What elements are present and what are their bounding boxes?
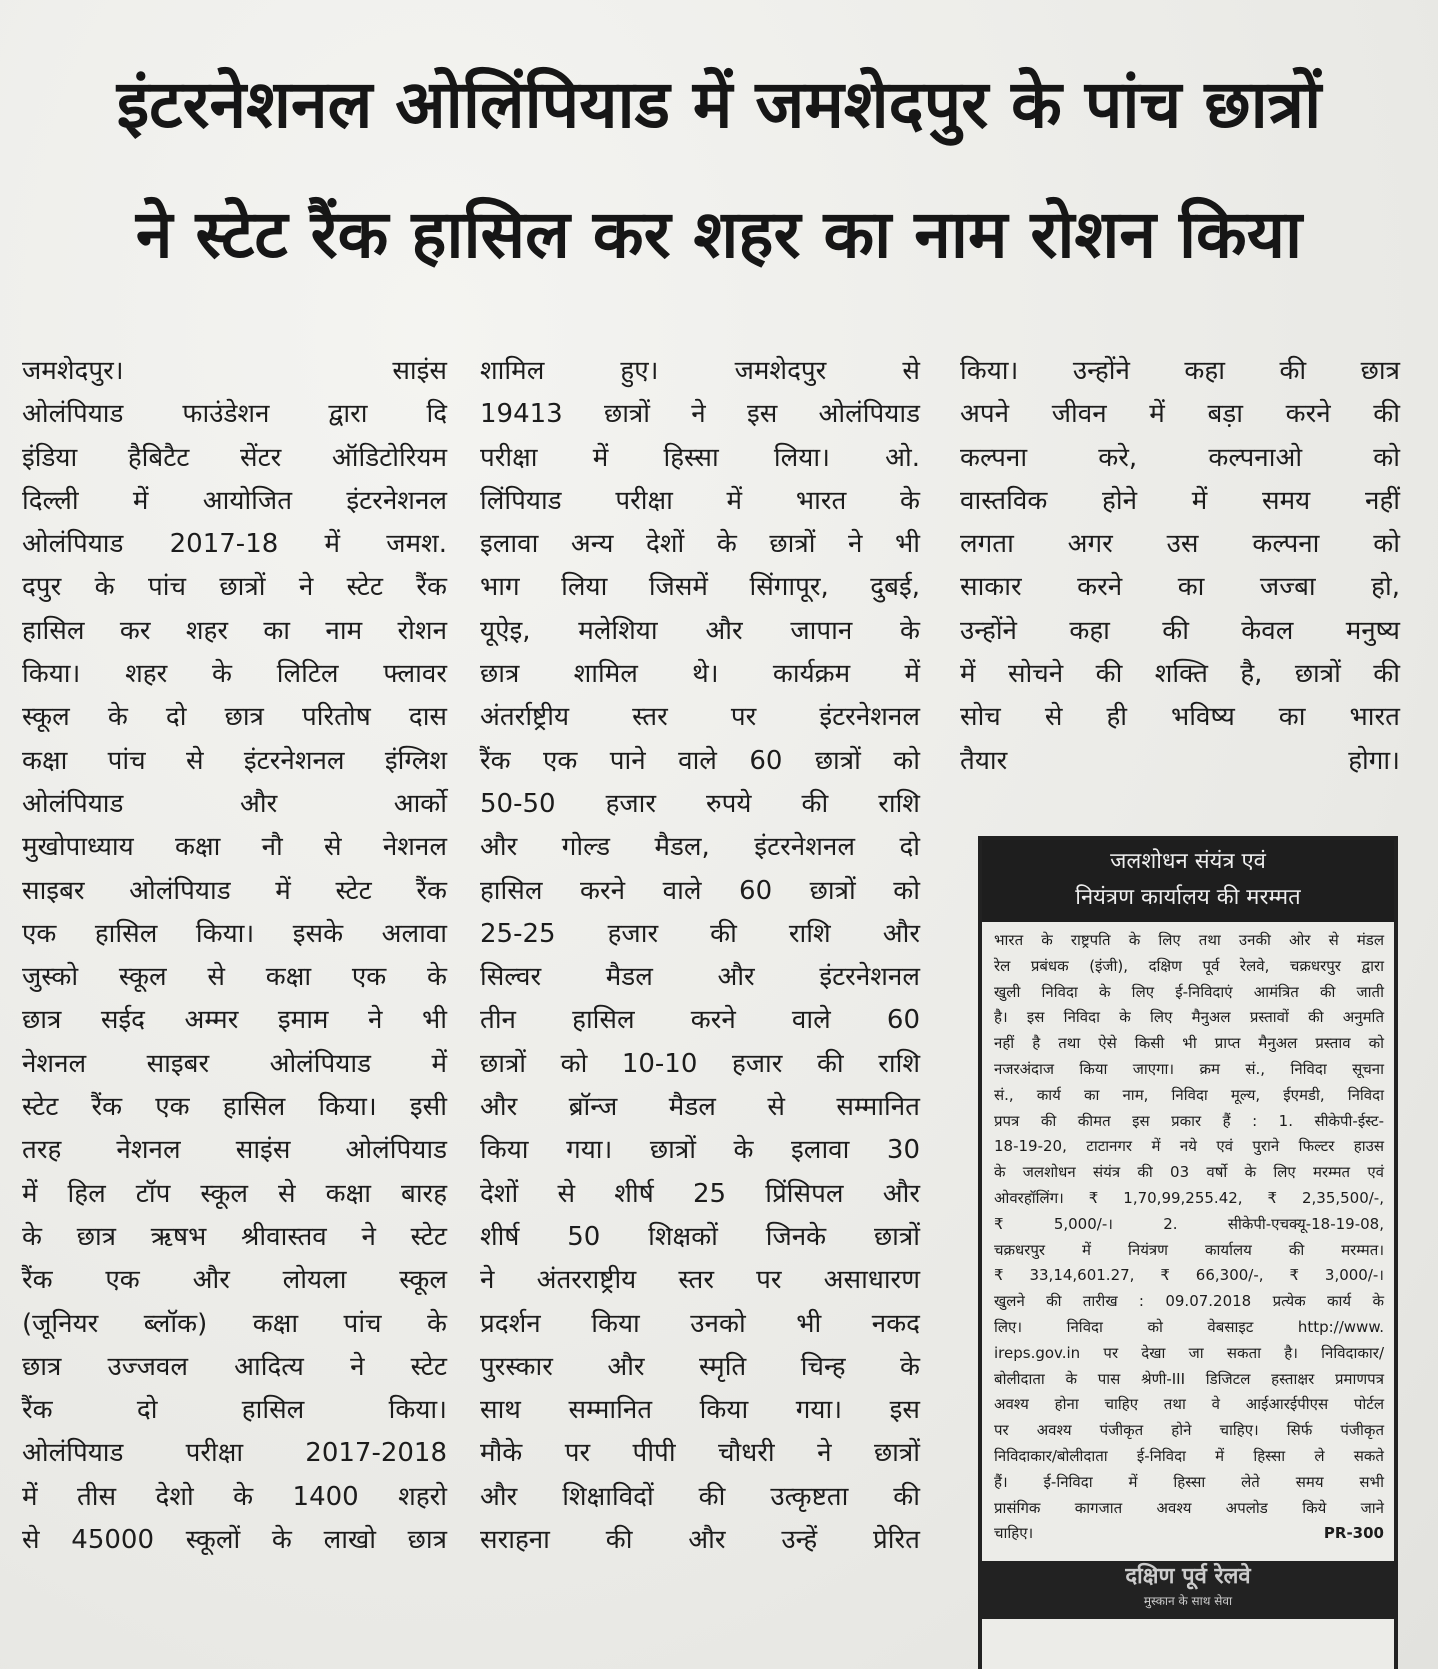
article-line: लगता अगर उस कल्पना को [960, 529, 1400, 560]
headline-line-1: इंटरनेशनल ओलिंपियाड में जमशेदपुर के पांच छात्रों [116, 66, 1322, 143]
headline [40, 40, 1398, 300]
article-line: हासिल करने वाले 60 छात्रों को [480, 875, 920, 906]
article-line: में हिल टॉप स्कूल से कक्षा बारह [22, 1178, 447, 1209]
article-line: मौके पर पीपी चौधरी ने छात्रों [480, 1438, 920, 1469]
article-line: ने अंतरराष्ट्रीय स्तर पर असाधारण [480, 1265, 920, 1296]
headline-line-2: ने स्टेट रैंक हासिल कर शहर का नाम रोशन किया [135, 196, 1303, 273]
article-line: छात्र उज्जवल आदित्य ने स्टेट [22, 1351, 447, 1382]
article-line: और शिक्षाविदों की उत्कृष्टता की [480, 1481, 920, 1512]
article-line: साकार करने का जज्बा हो, [960, 572, 1400, 603]
article-column-2 [480, 350, 920, 1562]
article-line: जुस्को स्कूल से कक्षा एक के [22, 962, 447, 993]
article-line: नेशनल साइबर ओलंपियाड में [22, 1048, 447, 1079]
ad-last-text: चाहिए। [994, 1524, 1034, 1543]
article-line: सराहना की और उन्हें प्रेरित [480, 1525, 920, 1556]
article-line: साइबर ओलंपियाड में स्टेट रैंक [22, 875, 447, 906]
article-line: तीन हासिल करने वाले 60 [480, 1005, 920, 1036]
article-line: इलावा अन्य देशों के छात्रों ने भी [480, 529, 920, 560]
ad-line: रेल प्रबंधक (इंजी), दक्षिण पूर्व रेलवे, चक्रधरपुर द्वारा [994, 956, 1384, 975]
ad-title-line-2: नियंत्रण कार्यालय की मरम्मत [1075, 885, 1301, 910]
ad-line: बोलीदाता के पास श्रेणी-III डिजिटल हस्ताक्षर प्रमाणपत्र [994, 1369, 1384, 1388]
article-line: शीर्ष 50 शिक्षकों जिनके छात्रों [480, 1221, 920, 1252]
ad-line: प्रपत्र की कीमत इस प्रकार हैं : 1. सीकेपी-ईस्ट- [994, 1111, 1384, 1130]
article-line: अंतर्राष्ट्रीय स्तर पर इंटरनेशनल [480, 702, 920, 733]
article-line: किया। शहर के लिटिल फ्लावर [22, 659, 447, 690]
ad-line: ireps.gov.in पर देखा जा सकता है। निविदाकार/ [994, 1343, 1384, 1362]
article-line: और गोल्ड मैडल, इंटरनेशनल दो [480, 832, 920, 863]
article-line: में सोचने की शक्ति है, छात्रों की [960, 659, 1400, 690]
article-line: किया गया। छात्रों के इलावा 30 [480, 1135, 920, 1166]
article-line: ओलंपियाड फाउंडेशन द्वारा दि [22, 399, 447, 430]
article-line: साथ सम्मानित किया गया। इस [480, 1395, 920, 1426]
article-line: स्टेट रैंक एक हासिल किया। इसी [22, 1092, 447, 1123]
article-line: शामिल हुए। जमशेदपुर से [480, 356, 920, 386]
ad-line: भारत के राष्ट्रपति के लिए तथा उनकी ओर से मंडल [994, 931, 1384, 949]
article-line: तैयार होगा। [960, 745, 1400, 776]
article-line: छात्रों को 10-10 हजार की राशि [480, 1048, 920, 1079]
article-line: प्रदर्शन किया उनको भी नकद [480, 1308, 920, 1339]
ad-header [982, 840, 1394, 922]
article-line: रैंक एक और लोयला स्कूल [22, 1265, 447, 1296]
article-line: स्कूल के दो छात्र परितोष दास [22, 702, 447, 733]
ad-line: चक्रधरपुर में नियंत्रण कार्यालय की मरम्मत। [994, 1240, 1384, 1259]
ad-title-line-1: जलशोधन संयंत्र एवं [1110, 849, 1266, 874]
article-line: दपुर के पांच छात्रों ने स्टेट रैंक [22, 572, 447, 603]
article-line: उन्होंने कहा की केवल मनुष्य [960, 615, 1400, 646]
article-line: 19413 छात्रों ने इस ओलंपियाड [480, 399, 920, 430]
article-line: दिल्ली में आयोजित इंटरनेशनल [22, 485, 447, 516]
ad-line: है। इस निविदा के लिए मैनुअल प्रस्तावों की अनुमति [994, 1008, 1384, 1027]
article-line: देशों से शीर्ष 25 प्रिंसिपल और [480, 1178, 920, 1209]
ad-body [982, 922, 1394, 1521]
article-line: यूऐइ, मलेशिया और जापान के [480, 615, 920, 646]
article-column-1 [22, 350, 447, 1562]
article-line: कल्पना करे, कल्पनाओ को [960, 442, 1400, 473]
ad-code: PR-300 [1323, 1524, 1384, 1543]
article-line: कक्षा पांच से इंटरनेशनल इंग्लिश [22, 745, 447, 776]
ad-line: निविदाकार/बोलीदाता ई-निविदा में हिस्सा ले सकते [994, 1446, 1384, 1465]
ad-line: सं., कार्य का नाम, निविदा मूल्य, ईएमडी, निविदा [994, 1085, 1384, 1104]
article-line: और ब्रॉन्ज मैडल से सम्मानित [480, 1092, 920, 1123]
article-line: पुरस्कार और स्मृति चिन्ह के [480, 1351, 920, 1382]
article-line: छात्र शामिल थे। कार्यक्रम में [480, 659, 920, 690]
article-line: जमशेदपुर। साइंस [22, 356, 447, 386]
ad-line: नजरअंदाज किया जाएगा। क्रम सं., निविदा सूचना [994, 1059, 1384, 1078]
article-line: अपने जीवन में बड़ा करने की [960, 399, 1400, 430]
article-line: 50-50 हजार रुपये की राशि [480, 788, 920, 819]
article-line: मुखोपाध्याय कक्षा नौ से नेशनल [22, 832, 447, 863]
article-line: सोच से ही भविष्य का भारत [960, 702, 1400, 733]
article-line: इंडिया हैबिटैट सेंटर ऑडिटोरियम [22, 442, 447, 473]
ad-line: खुलने की तारीख : 09.07.2018 प्रत्येक कार्य के [994, 1292, 1384, 1311]
article-line: रैंक एक पाने वाले 60 छात्रों को [480, 745, 920, 776]
article-column-3 [960, 350, 1400, 783]
ad-line: ₹ 33,14,601.27, ₹ 66,300/-, ₹ 3,000/-। [994, 1266, 1384, 1285]
article-line: एक हासिल किया। इसके अलावा [22, 918, 447, 949]
article-line: ओलंपियाड 2017-18 में जमश. [22, 529, 447, 560]
article-line: लिंपियाड परीक्षा में भारत के [480, 485, 920, 516]
ad-footer [982, 1561, 1394, 1619]
article-line: में तीस देशो के 1400 शहरो [22, 1481, 447, 1512]
ad-line: के जलशोधन संयंत्र की 03 वर्षो के लिए मरम्मत एवं [994, 1163, 1384, 1182]
article-line: से 45000 स्कूलों के लाखो छात्र [22, 1525, 447, 1556]
ad-line: पर अवश्य पंजीकृत होने चाहिए। सिर्फ पंजीकृत [994, 1421, 1384, 1440]
ad-line: लिए। निविदा को वेबसाइट http://www. [994, 1317, 1384, 1336]
article-line: वास्तविक होने में समय नहीं [960, 485, 1400, 516]
ad-line: अवश्य होना चाहिए तथा वे आईआरईपीएस पोर्टल [994, 1395, 1384, 1414]
ad-last-line [982, 1521, 1394, 1547]
ad-line: ₹ 5,000/-। 2. सीकेपी-एचक्यू-18-19-08, [994, 1214, 1384, 1233]
article-line: (जूनियर ब्लॉक) कक्षा पांच के [22, 1308, 447, 1339]
article-line: परीक्षा में हिस्सा लिया। ओ. [480, 442, 920, 473]
ad-footer-tagline: मुस्कान के साथ सेवा [1143, 1594, 1233, 1609]
ad-line: प्रासंगिक कागजात अवश्य अपलोड किये जाने [994, 1498, 1384, 1517]
article-line: 25-25 हजार की राशि और [480, 918, 920, 949]
article-line: छात्र सईद अम्मर इमाम ने भी [22, 1005, 447, 1036]
article-line: हासिल कर शहर का नाम रोशन [22, 615, 447, 646]
ad-line: हैं। ई-निविदा में हिस्सा लेते समय सभी [994, 1472, 1384, 1491]
article-line: किया। उन्होंने कहा की छात्र [960, 356, 1400, 386]
article-line: ओलंपियाड और आर्को [22, 788, 447, 819]
ad-line: खुली निविदा के लिए ई-निविदाएं आमंत्रित की जाती [994, 982, 1384, 1001]
tender-advertisement [978, 836, 1398, 1669]
ad-line: नहीं है तथा ऐसे किसी भी प्राप्त मैनुअल प्रस्ताव को [994, 1034, 1384, 1053]
article-line: रैंक दो हासिल किया। [22, 1395, 447, 1426]
article-line: सिल्वर मैडल और इंटरनेशनल [480, 962, 920, 993]
article-line: के छात्र ऋषभ श्रीवास्तव ने स्टेट [22, 1221, 447, 1252]
ad-line: 18-19-20, टाटानगर में नये एवं पुराने फिल्टर हाउस [994, 1137, 1384, 1156]
ad-line: ओवरहॉलिंग। ₹ 1,70,99,255.42, ₹ 2,35,500/-, [994, 1188, 1384, 1207]
article-line: तरह नेशनल साइंस ओलंपियाड [22, 1135, 447, 1166]
article-line: ओलंपियाड परीक्षा 2017-2018 [22, 1438, 447, 1469]
ad-footer-org: दक्षिण पूर्व रेलवे [1125, 1564, 1251, 1590]
article-line: भाग लिया जिसमें सिंगापूर, दुबई, [480, 572, 920, 603]
